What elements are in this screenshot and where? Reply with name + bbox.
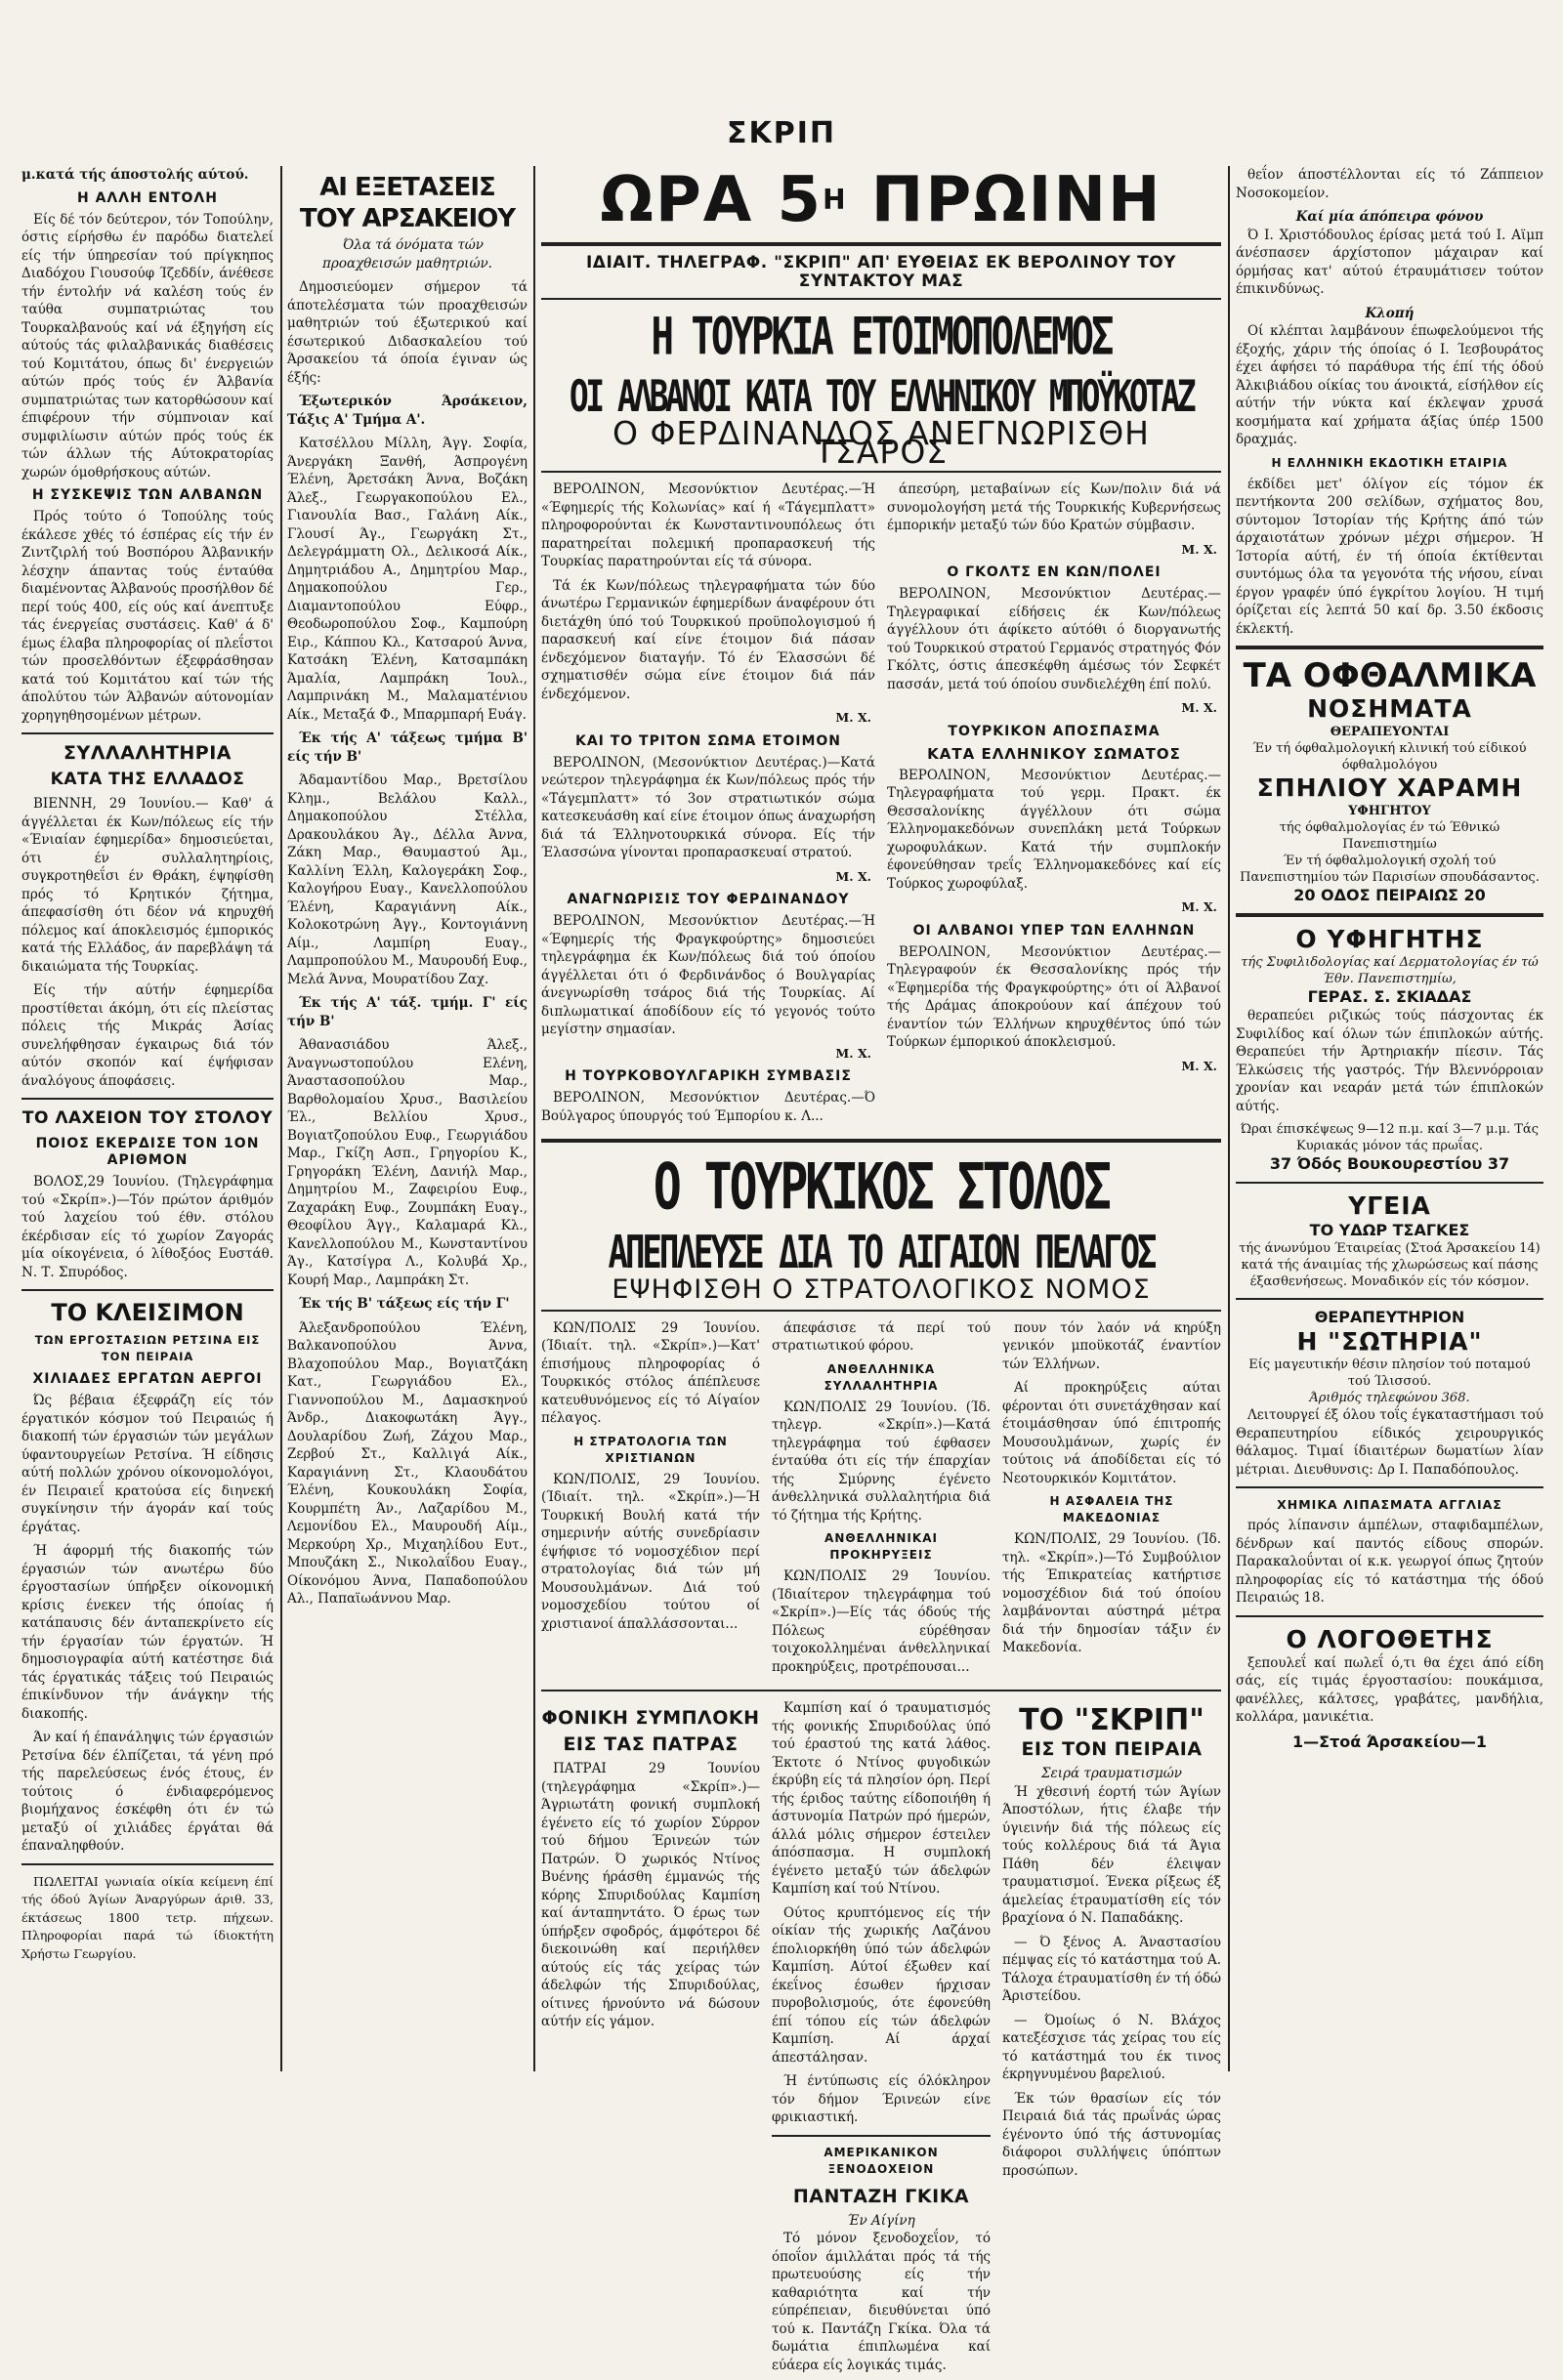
signature: Μ. Χ. <box>1181 700 1217 715</box>
divider <box>541 471 1221 473</box>
ad-subtitle: ΝΟΣΗΜΑΤΑ <box>1307 694 1472 723</box>
signature: Μ. Χ. <box>835 868 871 884</box>
patras-column <box>541 1699 760 2380</box>
article-subtitle: Σειρά τραυματισμών <box>1040 1766 1182 1781</box>
main-subheadline: Ο ΦΕΡΔΙΝΑΝΔΟΣ ΑΝΕΓΝΩΡΙΣΘΗ ΤΣΑΡΟΣ <box>612 414 1150 471</box>
fleet-column-1 <box>541 1319 760 1683</box>
article-lead: Όλα τά όνόματα τών προαχθεισών μαθητριών. <box>322 237 492 271</box>
section-title: ΤΟ ΚΛΕΙΣΙΜΟΝ <box>51 1299 244 1326</box>
ad-title: Ο ΛΟΓΟΘΕΤΗΣ <box>1286 1624 1494 1653</box>
fleet-columns <box>541 1319 1221 1683</box>
divider <box>1236 646 1543 649</box>
section-subtitle: ΧΙΛΙΑΔΕΣ ΕΡΓΑΤΩΝ ΑΕΡΓΟΙ <box>32 1371 263 1387</box>
fleet-subheadline: ΑΠΕΠΛΕΥΣΕ ΔΙΑ ΤΟ ΑΙΓΑΙΟΝ ΠΕΛΑΓΟΣ <box>608 1227 1155 1280</box>
article-text: Οί κλέπται λαμβάνουν έπωφελούμενοι τής έξοχής, χάριν τής όποίας ό Ι. Ίεσβουράτος έχει άφήσει τό παράθυρα τής έπί τής όδού Άλκιβιάδου οίκίας του άνοικτά, είσήλθον είς αύτήν τήν νύκτα καί έκλεψαν χρυσά κοσμήματα καί χρήματα άξίας ύπέρ 1500 δραχμάς. <box>1236 323 1543 447</box>
article-text: Είς δέ τόν δεύτερον, τόν Τοπούλην, όστις είρήσθω έν παρόδω διατελεί είς τήν ύπηρεσίαν τού πρίγκηπος Διαδόχου Γιουσούφ Ίζεδδίν, άνέθεσε τήν έντολήν νά καλέση τούς έν ταύθα συμπατριώτας του Τουρκαλβανούς καί νά έξηγήση είς αύτούς τάς φιλαλβανικάς διαθέσεις τού Κομιτάτου, όπως δι' ένεργειών αύτών πρός τούς έν Άλβανία συμπατριώτας των κατορθώσουν καί έπιφέρουν τήν σύμπνοιαν καί συμφιλίωσιν αύτών πρός τούς έκ τών άλλων τής Αύτοκρατορίας χωρών όμοθρήσκους αύτών. <box>21 211 274 480</box>
telegram-columns <box>541 480 1221 1131</box>
article-text: ΚΩΝ/ΠΟΛΙΣ, 29 Ίουνίου. (Ίδιαίτ. τηλ. «Σκρίπ».)—Ή Τουρκική Βουλή κατά τήν σημερινήν αύτής συνεδρίασιν έψήφισε τό νομοσχέδιον περί στρατολογίας διά τών μή Μουσουλμάνων. Διά τού νομοσχεδίου τούτου οί χριστιανοί άπαλλάσσονται... <box>541 1471 760 1632</box>
article-text: Ή χθεσινή έορτή τών Άγίων Άποστόλων, ήτις έλαβε τήν ύγιεινήν διά τής πόλεως είς τούς κολλέρους διά τά Άγια Πάθη δέν έλειψαν τραυματισμοί. Ένεκα ρίξεως έξ άμελείας έτραυματίσθη είς τόν βραχίονα ό Ν. Παπαδάκης. <box>1002 1783 1221 1926</box>
ad-address: 20 ΟΔΟΣ ΠΕΙΡΑΙΩΣ 20 <box>1293 886 1486 904</box>
article-text: ΒΕΡΟΛΙΝΟΝ, Μεσονύκτιον Δευτέρας.—Ή «Έφημερίς τής Φραγκφούρτης» δημοσιεύει τηλεγράφημα έκ Κων/πόλεως διά τού όποίου άγγέλλεται ότι ό Φερδινάνδος ό Βουλγαρίας άνεγνωρίσθη τσάρος διά τής Τουρκίας. Αί διπλωματικαί άποδίδουν είς τό γεγονός τούτο μεγίστην σημασίαν. <box>541 913 875 1037</box>
fleet-headline: Ο ΤΟΥΡΚΙΚΟΣ ΣΤΟΛΟΣ <box>653 1150 1110 1225</box>
lower-columns <box>541 1699 1221 2380</box>
article-text: ΚΩΝ/ΠΟΛΙΣ 29 Ίουνίου. (Ίδ. τηλεγρ. «Σκρίπ».)—Κατά τηλεγράφημα τού έφθασεν ένταύθα ότι είς τήν έπαρχίαν τής Σμύρνης έγένετο άνθελληνικά συλλαλητήρια διά τό ζήτημα τής Κρήτης. <box>772 1399 991 1524</box>
article-text: ΒΕΡΟΛΙΝΟΝ, (Μεσονύκτιον Δευτέρας.)—Κατά νεώτερον τηλεγράφημα έκ Κων/πόλεως πρός τήν «Τάγεμπλαττ» τό 3ον στρατιωτικόν σώμα κατεσκευάσθη καί είνε έτοιμον όπως άναχωρήση διά τά Έλληνοτουρκικά σύνορα. Είς τήν Έλασσώνα γίνονται προπαρασκευαί στρατού. <box>541 754 875 860</box>
ad-subtitle: ΤΟ ΥΔΩΡ ΤΣΑΓΚΕΣ <box>1309 1221 1470 1239</box>
masthead-title: ΣΚΡΙΠ <box>727 116 836 150</box>
column-4 <box>1236 166 1543 2070</box>
divider <box>541 298 1221 300</box>
fleet-column-2 <box>772 1319 991 1683</box>
name-list: Άθανασιάδου Άλεξ., Άναγνωστοπούλου Ελένη, Άναστασοπούλου Μαρ., Βαρθολομαίου Χρυσ., Βασιλείου Έλ., Βελλίου Χρυσ., Βογιατζοπούλου Ευφ., Γεωργιάδου Μαρ., Γκίζη Ασπ., Γρηγορίου Κ., Γρηγοράκη Έλένη, Δανιήλ Μαρ., Δημητρίου Μ., Ζαφειρίου Ευφ., Ζαχαράκη Ευφ., Ζουμπάκη Ευαγ., Θεοφίλου Άγγ., Καλαμαρά Κλ., Κανελλοπούλου Μ., Κωνσταντίνου Άγ., Κατσίγρα Λ., Κολυβά Χρ., Κουρή Μαρ., Λαμπράκη Στ. <box>287 1037 528 1288</box>
column-rule <box>533 166 535 2071</box>
ad-line: τής Συφιλιδολογίας καί Δερματολογίας έν τώ Έθν. Πανεπιστημίω, <box>1241 955 1539 986</box>
section-subtitle: ΚΑΤΑ ΤΗΣ ΕΛΛΑΔΟΣ <box>50 770 245 789</box>
telegram-column-right <box>887 480 1221 1131</box>
article-title: Η ΑΣΦΑΛΕΙΑ ΤΗΣ ΜΑΚΕΔΟΝΙΑΣ <box>1049 1494 1174 1524</box>
article-text: ΒΕΡΟΛΙΝΟΝ, Μεσονύκτιον Δευτέρας.—Ό Βούλγαρος ύπουργός τού Έμπορίου κ. Λ... <box>541 1090 875 1124</box>
article-text: Είς τήν αύτήν έφημερίδα προστίθεται άκόμη, ότι είς πλείστας πόλεις τής Μικράς Άσίας συνελήφθησαν έγκαιρως διά τόν αύτόν σκοπόν καί έψήφισαν άναλόγους άποφάσεις. <box>21 982 274 1089</box>
banner-headline <box>541 166 1221 234</box>
article-text: πουν τόν λαόν νά κηρύξη γενικόν μποϋκοτάζ έναντίον τών Έλλήνων. <box>1002 1319 1221 1372</box>
article-text: — Όμοίως ό Ν. Βλάχος κατεξέσχισε τάς χείρας του είς τό κατάστημά του έκ τινος έκρηγνυμένου βαρελιού. <box>1002 2012 1221 2082</box>
section-title: ΑΙ ΕΞΕΤΑΣΕΙΣ <box>319 173 495 202</box>
ad-line: τής άνωνύμου Έταιρείας (Στοά Άρσακείου 14) <box>1239 1241 1541 1256</box>
article-text: ΚΩΝ/ΠΟΛΙΣ, 29 Ίουνίου. (Ίδ. τηλ. «Σκρίπ».)—Τό Συμβούλιον τής Έπικρατείας κατήρτισε νομοσχέδιον διά τού όποίου λαμβάνονται αύστηρά μέτρα διά τήν δημοσίαν τάξιν έν Μακεδονία. <box>1002 1531 1221 1655</box>
article-text: Άν καί ή έπανάληψις τών έργασιών Ρετσίνα δέν έλπίζεται, τά γένη πρό τής παρελεύσεως ένός έτους, έν τούτοις ό ένδιαφερόμενος βιομήχανος έσκέφθη ότι έν τώ μεταξύ οί χιλιάδες έργάται θά έπαναληφθούν. <box>21 1730 274 1854</box>
article-text: Πρός τούτο ό Τοπούλης τούς έκάλεσε χθές τό έσπέρας είς τήν έν Ζιντζιρλή τού Βοσπόρου Άλβανικήν λέσχην άπαντας τούς ένταύθα διαμένοντας Άλβανούς προσήλθον δέ περί τούς 400, είς ούς καί άνεπτυξε τάς ένεργείας συστάσεις. Καθ' ά δ' έμως έλαβα πληροφορίας οί πλεΐστοι τών προσελθόντων έξεφράσθησαν κατά τού Κομιτάτου καί τών τής άπολύτου τών Άλβανών αύτονομίαν χορηγηθησομένων μέτρων. <box>21 509 274 724</box>
article-title: ΟΙ ΑΛΒΑΝΟΙ ΥΠΕΡ ΤΩΝ ΕΛΛΗΝΩΝ <box>912 922 1196 939</box>
banner-headline-main: ΩΡΑ 5 <box>600 164 824 236</box>
ad-title: Ο ΥΦΗΓΗΤΗΣ <box>1295 925 1484 953</box>
fleet-subheadline: ΕΨΗΦΙΣΘΗ Ο ΣΤΡΑΤΟΛΟΓΙΚΟΣ ΝΟΜΟΣ <box>612 1274 1151 1305</box>
classified-ad: ΠΩΛΕΙΤΑΙ γωνιαία οίκία κείμενη έπί τής όδού Άγίων Άναργύρων άριθ. 33, έκτάσεως 1800 τετρ. πήχεων. Πληροφορίαι παρά τώ ίδιοκτήτη Χρήστω Γεωργίου. <box>21 1873 274 1961</box>
article-text: θεΐον άποστέλλονται είς τό Ζάππειον Νοσοκομείον. <box>1236 167 1543 201</box>
divider <box>1236 1486 1543 1488</box>
ad-title: ΘΕΡΑΠΕΥΤΗΡΙΟΝ <box>1314 1308 1465 1326</box>
ad-line: ΘΕΡΑΠΕΥΟΝΤΑΙ <box>1330 725 1450 739</box>
name-list: Άλεξανδροπούλου Έλένη, Βαλκανοπούλου Άννα, Βλαχοπούλου Μαρ., Βογιατζάκη Κατ., Γεωργιάδου Ελ., Γιαννοπούλου Μ., Δαμασκηνού Άνδρ., Διακοφωτάκη Άγγ., Δουλαρίδου Ζωή, Ζάχου Μαρ., Ζερβού Στ., Καλλιγά Αίκ., Καραγιάννη Στ., Κλαουδάτου Έλένη, Κουκουλάκη Σοφία, Κουρμπέτη Άν., Λαζαρίδου Μ., Λεμονίδου Ελ., Μαυρουδή Αίμ., Μερκούρη Χρ., Μιχαηλίδου Ευτ., Μπουζάκη Σ., Νικολαΐδου Ευαγ., Οίκονόμου Άννα, Παπαδοπούλου Αλ., Παπαϊωάννου Μαρ. <box>287 1319 528 1607</box>
ad-text: Τό μόνον ξενοδοχεΐον, τό όποΐον άμιλλάται πρός τά τής πρωτευούσης είς τήν καθαριότητα καί τήν εύπρέπειαν, διευθύνεται ύπό τού κ. Παντάζη Γκίκα. Όλα τά δωμάτια έπιπλωμένα καί εύάερα είς λογικάς τιμάς. <box>772 2231 991 2373</box>
main-subheadline: ΟΙ ΑΛΒΑΝΟΙ ΚΑΤΑ ΤΟΥ ΕΛΛΗΝΙΚΟΥ ΜΠΟΫΚΟΤΑΖ <box>569 370 1194 422</box>
column-2 <box>287 166 528 2070</box>
signature: Μ. Χ. <box>1181 899 1217 914</box>
article-title: Η ΕΛΛΗΝΙΚΗ ΕΚΔΟΤΙΚΗ ΕΤΑΙΡΙΑ <box>1271 455 1508 470</box>
name-list: Κατσέλλου Μίλλη, Άγγ. Σοφία, Άνεργάκη Ξανθή, Άσπρογένη Έλένη, Άρετσάκη Άννα, Βοζάκη Άλεξ., Γεωργακοπούλου Ελ., Γιανουλία Βασ., Γαλάνη Αίκ., Γλουσί Άγ., Γεωργάκη Στ., Δελεγράμματη Ολ., Δελικοσά Αίκ., Δημητριάδου Α., Δημητρίου Μαρ., Δημακοπούλου Γερ., Διαμαντοπούλου Εύφρ., Θεοδωροπούλου Σοφ., Καμπούρη Ειρ., Κάππου Κλ., Κατσαρού Άννα, Κατσάκη Έλένη, Κατσαμπάκη Άμαλία, Λαμπράκη Ίουλ., Λαμπρινάκη Μ., Μαλαματένιου Αίκ., Μεταξά Φ., Μπαρμπαρή Ευάγ. <box>287 436 528 723</box>
article-text: Ώς βέβαια έξεφράζη είς τόν έργατικόν κόσμον τού Πειραιώς ή διακοπή τών έργασιών τών μεγάλων ύφαντουργείων Ρετσίνα. Ή είδησις αύτή πολλών χρόνου οίκονομολόγοι, έν Πειραιεΐ κρατούσα είς διηνεκή συγκίνησιν τήν άγοράν καί τούς έργάτας. <box>21 1393 274 1535</box>
article-text: Ούτος κρυπτόμενος είς τήν οίκίαν τής χωρικής Λαζάνου έπολιορκήθη ύπό τών άδελφών Καμπίση. Αύτοί έξωθεν καί έκεΐνος έσωθεν ήρχισαν πυροβολισμούς, ότε έφονεύθη έπί τόπου είς τών άδελφών Καμπίση. Αί άρχαί άπεστάλησαν. <box>772 1904 991 2066</box>
ad-title: ΧΗΜΙΚΑ ΛΙΠΑΣΜΑΤΑ ΑΓΓΛΙΑΣ <box>1277 1497 1502 1512</box>
ad-address: 37 Όδός Βουκουρεστίου 37 <box>1269 1154 1510 1173</box>
section-title: ΤΟΥ ΑΡΣΑΚΕΙΟΥ <box>299 204 516 233</box>
article-title: ΕΙΣ ΤΑΣ ΠΑΤΡΑΣ <box>563 1733 739 1755</box>
article-text: ΒΕΡΟΛΙΝΟΝ, Μεσονύκτιον Δευτέρας.—Τηλεγραφήματα τού γερμ. Πρακτ. έκ Θεσσαλονίκης άγγέλλουν ότι σώμα Έλληνομακεδόνων συνεπλάκη μετά Τούρκων χωροφυλάκων. Κατά τήν συμπλοκήν έφονεύθησαν τρεΐς Έλληνομακεδόνες καί είς Τούρκος χωροφύλαξ. <box>887 767 1221 892</box>
divider <box>21 1863 274 1865</box>
ad-name: Η "ΣΩΤΗΡΙΑ" <box>1296 1327 1483 1356</box>
divider <box>1236 1298 1543 1300</box>
article-title: ΑΝΑΓΝΩΡΙΣΙΣ ΤΟΥ ΦΕΡΔΙΝΑΝΔΟΥ <box>567 892 850 907</box>
divider <box>21 1289 274 1291</box>
banner-headline-sup: Η <box>823 184 848 216</box>
article-text: Έκ τών θρασίων είς τόν Πειραιά διά τάς πρωΐνάς ώρας έγένοντο ύπό τής άστυνομίας διάφοροι συλλήψεις ύπόπτων προσώπων. <box>1002 2090 1221 2179</box>
ad-title: ΥΓΕΙΑ <box>1348 1191 1431 1220</box>
ad-name: ΓΕΡΑΣ. Σ. ΣΚΙΑΔΑΣ <box>1307 987 1472 1006</box>
column-rule <box>280 166 282 2071</box>
banner-headline-tail: ΠΡΩΙΝΗ <box>870 164 1162 236</box>
signature: Μ. Χ. <box>1181 541 1217 557</box>
name-list: Άδαμαντίδου Μαρ., Βρετσίλου Κλημ., Βελάλου Καλλ., Δημακοπούλου Στέλλα, Δρακουλάκου Άγ., Δέλλα Άννα, Ζάκη Μαρ., Θαυμαστού Άμ., Καλλίνη Έλλη, Καλογεράκη Σοφ., Καλογήρου Ευαγ., Κανελλοπούλου Έλένη, Καραγιάννη Αίκ., Κολοκοτρώνη Άγγ., Κοντογιάννη Αίμ., Λαμπίρη Ευαγ., Λαμπροπούλου Μ., Μαυρουδή Ευφ., Μελά Άννα, Μουρατίδου Ζαχ. <box>287 772 528 987</box>
article-text: ΒΕΡΟΛΙΝΟΝ, Μεσονύκτιον Δευτέρας.—Τηλεγραφούν έκ Θεσσαλονίκης πρός τήν «Έφημερίδα τής Φραγκφούρτης» ότι οί Άλβανοί τής Δράμας άποκρούουν καί άπέχουν τού έναντίον τών Έλλήνων κηρυχθέντος ύπό τών Τούρκων έμπορικού άποκλεισμού. <box>887 943 1221 1050</box>
divider <box>1236 1615 1543 1617</box>
ad-subtitle: Έν Αίγίνη <box>847 2212 915 2229</box>
centre-section <box>541 164 1221 2373</box>
article-title: ΚΑΙ ΤΟ ΤΡΙΤΟΝ ΣΩΜΑ ΕΤΟΙΜΟΝ <box>574 732 842 749</box>
article-text: Δημοσιεύομεν σήμερον τά άποτελέσματα τών προαχθεισών μαθητριών τού έξωτερικού καί έσωτερικού Διδασκαλείου τού Άρσακείου τά όποία έγιναν ώς έξής: <box>287 279 528 386</box>
article-text: ΒΕΡΟΛΙΝΟΝ, Μεσονύκτιον Δευτέρας.—Τηλεγραφικαί είδήσεις έκ Κων/πόλεως άγγέλλουν ότι άφίκετο αύτόθι ό διοργανωτής τού Τουρκικού στρατού Γερμανός στρατηγός Φόν Γκόλτς, όστις άπεσκέφθη άμέσως τόν Σεφκέτ πασσάν, μετά τού όποίου συνδιελέχθη έπί πολύ. <box>887 586 1221 692</box>
section-title: ΣΥΛΛΑΛΗΤΗΡΙΑ <box>63 742 232 764</box>
telegraph-byline: ΙΔΙΑΙΤ. ΤΗΛΕΓΡΑΦ. "ΣΚΡΙΠ" ΑΠ' ΕΥΘΕΙΑΣ ΕΚ ΒΕΡΟΛΙΝΟΥ ΤΟΥ ΣΥΝΤΑΚΤΟΥ ΜΑΣ <box>585 253 1176 291</box>
telegram-column-left <box>541 480 875 1131</box>
divider <box>21 732 274 734</box>
section-subtitle: ΠΟΙΟΣ ΕΚΕΡΔΙΣΕ ΤΟΝ 1ΟΝ ΑΡΙΘΜΟΝ <box>35 1136 260 1168</box>
article-text: ΠΑΤΡΑΙ 29 Ίουνίου (τηλεγράφημα «Σκρίπ».)—Άγριωτάτη φονική συμπλοκή έγένετο είς τό χωρίον Σύρρον τού δήμου Έρινεών τών Πατρών. Ό χωρικός Ντίνος Βυένης ήράσθη έμμανώς τής κόρης Σπυριδούλας Καμπίση καί άνταπηντάτο. Ό έρως των ύπήρξεν σφοδρός, άμφότεροι δέ διεκοινώθη καί περιήλθεν αύτούς είς τάς χείρας τών άδελφών τής Σπυριδούλας, οίτινες ήρνούντο νά δώσουν αύτήν είς γάμον. <box>541 1761 760 2029</box>
list-heading: Έξωτερικόν Άρσάκειον, Τάξις Α' Τμήμα Α'. <box>287 394 528 428</box>
column-rule <box>1228 166 1230 2071</box>
article-title: ΚΑΤΑ ΕΛΛΗΝΙΚΟΥ ΣΩΜΑΤΟΣ <box>927 744 1181 763</box>
signature: Μ. Χ. <box>835 1045 871 1061</box>
divider <box>541 1310 1221 1312</box>
article-title: Κλοπή <box>1365 305 1415 321</box>
article-text: άπεσύρη, μεταβαίνων είς Κων/πολιν διά νά συνομολογήση μετά τής Τουρκικής Κυβερνήσεως έμπορικήν μεταξύ τών δύο Κρατών σύμβασιν. <box>887 481 1221 533</box>
list-heading: Έκ τής Α' τάξ. τμήμ. Γ' είς τήν Β' <box>287 995 528 1029</box>
ad-line: Έν τή όφθαλμολογική σχολή τού Πανεπιστημίου τών Παρισίων σπουδάσαντος. <box>1240 854 1540 885</box>
ad-line: κατά τής άναιμίας τής χλωρώσεως καί πάσης έξασθενήσεως. Μοναδικόν είς τόν κόσμον. <box>1241 1258 1539 1289</box>
column-1 <box>21 166 274 2070</box>
divider <box>541 1139 1221 1143</box>
main-headline: Η ΤΟΥΡΚΙΑ ΕΤΟΙΜΟΠΟΛΕΜΟΣ <box>651 308 1112 367</box>
section-title: Η ΣΥΣΚΕΨΙΣ ΤΩΝ ΑΛΒΑΝΩΝ <box>31 487 264 503</box>
ad-text: Λειτουργεί έξ όλου τοΐς έγκαταστήμασι τού Θεραπευτηρίου είδικός χειρουργικός θάλαμος. Τιμαί ίδιαιτέρων δωματίων λίαν μέτριαι. Διευθυνσις: Δρ Ι. Παπαδόπουλος. <box>1236 1407 1543 1478</box>
article-title: Η ΤΟΥΡΚΟΒΟΥΛΓΑΡΙΚΗ ΣΥΜΒΑΣΙΣ <box>565 1068 852 1084</box>
article-title: ΑΝΘΕΛΛΗΝΙΚΑΙ ΠΡΟΚΗΡΥΞΕΙΣ <box>824 1531 938 1562</box>
ad-address: 1—Στοά Άρσακείου—1 <box>1292 1732 1487 1751</box>
article-text: Ή άφορμή τής διακοπής τών έργασιών τών ανωτέρω δύο έργοστασίων ύπήρξεν οίκονομική κρίσις ένεκεν τής όποίας ή κατάπαυσις δέν άνταπεκρίνετο είς τήν έργασίαν τών έργατών. Ή δημοσιογραφία αύτή κατέστησε διά τάς έργατικάς τάξεις τού Πειραιώς έπικίνδυνον τήν άνάγκην τής διακοπής. <box>21 1543 274 1722</box>
article-title: ΤΟ "ΣΚΡΙΠ" <box>1019 1703 1204 1737</box>
signature: Μ. Χ. <box>1181 1058 1217 1073</box>
ad-name: ΣΠΗΛΙΟΥ ΧΑΡΑΜΗ <box>1256 773 1523 802</box>
signature: Μ. Χ. <box>835 710 871 725</box>
divider <box>541 1690 1221 1691</box>
article-title: ΦΟΝΙΚΗ ΣΥΜΠΛΟΚΗ <box>541 1707 760 1729</box>
article-text: ΒΟΛΟΣ,29 Ίουνίου. (Τηλεγράφημα τού «Σκρίπ».)—Τόν πρώτον άριθμόν τού λαχείου τού έθν. στόλου έκέρδισαν είς τό χωρίον Ζαγοράς μία οίκογένεια, ό λίθοξόος Ευστάθ. Ν. Τ. Σπυρόδος. <box>21 1174 274 1280</box>
ad-text: θεραπεύει ριζικώς τούς πάσχοντας έκ Συφιλίδος καί όλων τών έπιπλοκών αύτής. Θεραπεύει τήν Άρτηριακήν πίεσιν. Τάς Έλκώσεις τής γαστρός. Τήν Βλεννόρροιαν χρονίαν και νεαράν μετά τών έπιπλοκών αύτής. <box>1236 1008 1543 1114</box>
ad-line: τής όφθαλμολογίας έν τώ Έθνικώ Πανεπιστημίω <box>1279 820 1500 852</box>
article-text: Ό Ι. Χριστόδουλος έρίσας μετά τού Ι. Αϊμπ άνέσπασεν άρχίστοπον μάχαιραν καί όρμήσας κατ' αύτού έτραυμάτισεν τούτον έπικινδύνως. <box>1236 227 1543 297</box>
list-heading: Έκ τής Β' τάξεως είς τήν Γ' <box>299 1296 510 1312</box>
ad-text: πρός λίπανσιν άμπέλων, σταφιδαμπέλων, δένδρων καί παντός είδους σπορών. Παρακαλοΰνται οί κ.κ. γεωργοί όπως ζητούν πληροφορίας είς τό κατάστημα τής όδού Πειραιώς 18. <box>1236 1518 1543 1606</box>
article-text: Καμπίση καί ό τραυματισμός τής φονικής Σπυριδούλας ύπό τού έραστού της κατά λάθος. Έκτοτε ό Ντίνος φυγοδικών έκρύβη είς τά πλησίον όρη. Περί τής έριδος ταύτης είδοποιήθη ή άστυνομία Πατρών πρό ήμερών, άλλά μόλις σήμερον έστειλεν άπόσπασμα. Η συμπλοκή έγένετο μεταξύ τών άδελφών Καμπίση καί τού Ντίνου. <box>772 1700 991 1897</box>
article-title: ΕΙΣ ΤΟΝ ΠΕΙΡΑΙΑ <box>1021 1738 1203 1760</box>
article-text: ΚΩΝ/ΠΟΛΙΣ 29 Ίουνίου. (Ίδιαίτ. τηλ. «Σκρίπ».)—Κατ' έπισήμους πληροφορίας ό Τουρκικός στόλος άπέπλευσε κατευθυνόμενος είς τό Αίγαίον πέλαγος. <box>541 1319 760 1426</box>
article-title: Η ΣΤΡΑΤΟΛΟΓΙΑ ΤΩΝ ΧΡΙΣΤΙΑΝΩΝ <box>573 1434 728 1465</box>
section-title: ΤΟ ΛΑΧΕΙΟΝ ΤΟΥ ΣΤΟΛΟΥ <box>21 1108 274 1128</box>
ad-text: ξεπουλεΐ καί πωλεΐ ό,τι θα έχει άπό είδη σάς, είς τιμάς έργοστασίου: πουκάμισα, φανέλλες, κάλτσες, γραβάτες, μανδήλια, κολλάρα, μανικέτια. <box>1236 1654 1543 1725</box>
article-title: Καί μία άπόπειρα φόνου <box>1295 209 1484 225</box>
article-text: Τά έκ Κων/πόλεως τηλεγραφήματα τών δύο άνωτέρω Γερμανικών έφημερίδων άναφέρουν ότι διετάχθη ύπό τού Τουρκικού προϋπολογισμού ή παρασκευή καί είνε έτοιμον διά πάσαν ένδεχόμενον διαταγήν. Τό έν Έλασσώνι δέ σχηματισθέν σώμα είνε έτοιμον διά πάν ένδεχόμενον. <box>541 577 875 702</box>
ad-line: Είς μαγευτικήν θέσιν πλησίον τού ποταμού τού Ίλισσού. <box>1248 1357 1531 1389</box>
divider <box>21 1098 274 1100</box>
article-text: — Ό ξένος Α. Άναστασίου πέμψας είς τό κατάστημα τού Α. Τάλοχα έτραυματίσθη έν τή όδώ Άριστείδου. <box>1002 1934 1221 2004</box>
article-text: Αί προκηρύξεις αύται φέρονται ότι συνετάχθησαν καί έτοιμάσθησαν ύπό έπιτροπής Μουσουλμάνων, χωρίς έν τούτοις νά άποδίδεται είς τό Νεοτουρκικόν Κομιτάτον. <box>1002 1380 1221 1486</box>
fleet-column-3 <box>1002 1319 1221 1683</box>
list-heading: Έκ τής Α' τάξεως τμήμα Β' είς τήν Β' <box>287 731 528 765</box>
divider <box>1236 1182 1543 1184</box>
section-subtitle: ΤΩΝ ΕΡΓΟΣΤΑΣΙΩΝ ΡΕΤΣΙΝΑ ΕΙΣ ΤΟΝ ΠΕΙΡΑΙΑ <box>34 1333 261 1363</box>
article-intro-line: μ.κατά τής άποστολής αύτού. <box>21 167 249 183</box>
article-text: ΒΕΡΟΛΙΝΟΝ, Μεσονύκτιον Δευτέρας.—Ή «Έφημερίς τής Κολωνίας» καί ή «Τάγεμπλαττ» πληροφορούνται έκ Κωνσταντινουπόλεως ότι παρατηρείται πολεμική προπαρασκευή τής Τουρκίας παρατηρούνται είς τά σύνορα. <box>541 481 875 569</box>
piraeus-column <box>1002 1699 1221 2380</box>
article-text: ΚΩΝ/ΠΟΛΙΣ 29 Ίουνίου. (Ίδιαίτερον τηλεγράφημα τού «Σκρίπ».)—Είς τάς όδούς τής Πόλεως εύρέθησαν τοιχοκολλημέναι άνθελληνικαί προκηρύξεις, προτρέπουσαι... <box>772 1568 991 1675</box>
section-title: Η ΑΛΛΗ ΕΝΤΟΛΗ <box>77 189 218 206</box>
ad-line: ΥΦΗΓΗΤΟΥ <box>1348 804 1431 818</box>
divider <box>541 242 1221 246</box>
article-text: άπεφάσισε τά περί τού στρατιωτικού φόρου. <box>772 1319 991 1354</box>
article-text: ΒΙΕΝΝΗ, 29 Ίουνίου.— Καθ' ά άγγέλλεται έκ Κων/πόλεως είς τήν «Ένιαίαν έφημερίδα» δημοσιεύεται, ότι έν συλλαλητηρίοις, συγκροτηθεΐσι έν Θράκη, έψηφίσθη πρός τό Κρητικόν ζήτημα, άπεφασίσθη ότι δέον νά κηρυχθή πόλεμος καί άποκλεισμός έμπορικός κατά τής Ελλάδος, άν παρεβλάψη τά δικαιώματα τής Τουρκίας. <box>21 796 274 975</box>
article-title: ΤΟΥΡΚΙΚΟΝ ΑΠΟΣΠΑΣΜΑ <box>948 723 1161 739</box>
ad-line: Ώραι έπισκέψεως 9—12 π.μ. καί 3—7 μ.μ. Τάς Κυριακάς μόνον τάς πρωΐας. <box>1241 1122 1539 1153</box>
article-title: Ο ΓΚΟΛΤΣ ΕΝ ΚΩΝ/ΠΟΛΕΙ <box>947 564 1162 580</box>
ad-line: Έν τή όφθαλμολογική κλινική τού είδικού όφθαλμολόγου <box>1252 741 1527 772</box>
article-title: ΑΝΘΕΛΛΗΝΙΚΑ ΣΥΛΛΑΛΗΤΗΡΙΑ <box>824 1361 939 1393</box>
divider <box>772 2135 991 2137</box>
ad-line: Άριθμός τηλεφώνου 368. <box>1309 1391 1470 1405</box>
patras-column-cont <box>772 1699 991 2380</box>
article-text: έκδίδει μετ' όλίγον είς τόμον έκ πεντήκοντα 200 σελίδων, σχήματος 8ου, σύντομον Ίστορίαν τής Κρήτης άπό τών άρχαιοτάτων χρόνων μέχρι σήμερον. Ή Ίστορία αύτή, έν τή όποία έκτίθενται συντόμως όλα τα γεγονότα τής νήσου, είναι έργον γραφέν ύπό έγκρίτου λογίου. Ή τιμή όρίζεται είς λεπτά 50 καί δρ. 3.50 έκδοσις έκλεκτή. <box>1236 476 1543 637</box>
ad-title: ΑΜΕΡΙΚΑΝΙΚΟΝ ΞΕΝΟΔΟΧΕΙΟΝ <box>824 2145 939 2176</box>
article-text: Ή έντύπωσις είς όλόκληρον τόν δήμον Έρινεών είνε φρικιαστική. <box>772 2073 991 2125</box>
ad-title: ΤΑ ΟΦΘΑΛΜΙΚΑ <box>1243 656 1537 695</box>
ad-title: ΠΑΝΤΑΖΗ ΓΚΙΚΑ <box>792 2185 970 2207</box>
divider <box>1236 913 1543 917</box>
